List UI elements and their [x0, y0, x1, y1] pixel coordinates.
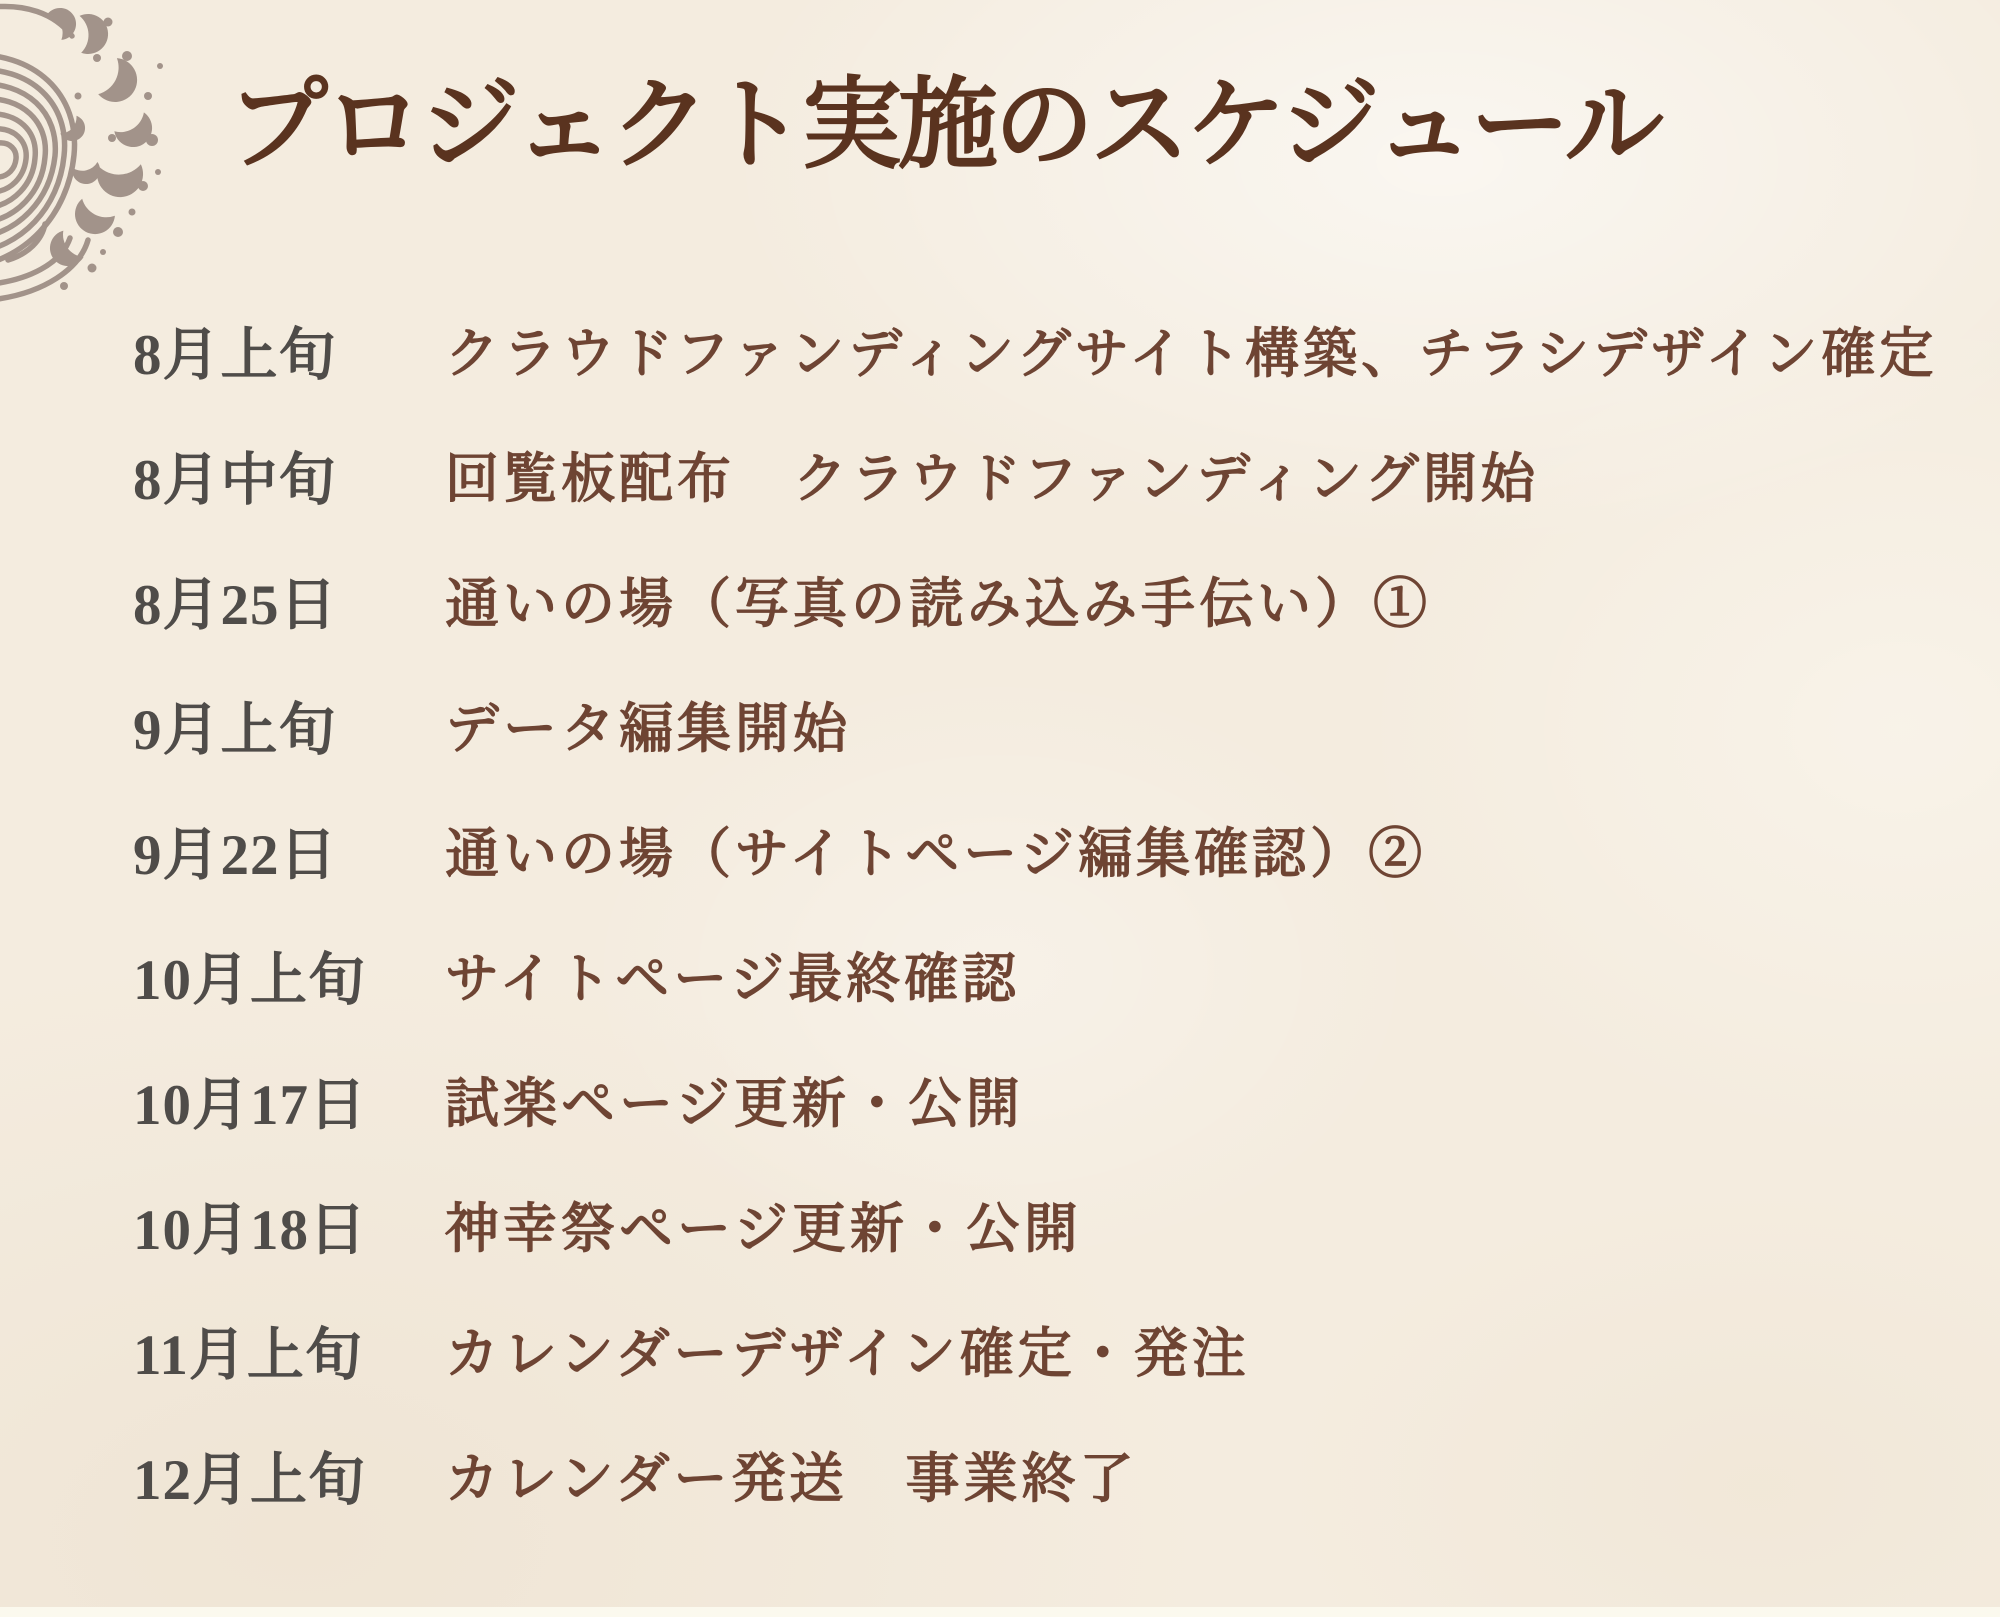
schedule-description: 回覧板配布 クラウドファンディング開始: [445, 449, 1539, 509]
page-title: プロジェクト実施のスケジュール: [228, 70, 1660, 181]
schedule-date: 10月17日: [133, 1073, 367, 1137]
schedule-description: 神幸祭ページ更新・公開: [445, 1199, 1082, 1259]
schedule-date: 11月上旬: [133, 1323, 363, 1387]
schedule-date: 12月上旬: [133, 1448, 366, 1512]
schedule-description: 通いの場（写真の読み込み手伝い）①: [445, 574, 1431, 634]
schedule-description: 試楽ページ更新・公開: [445, 1074, 1024, 1134]
schedule-date: 8月中旬: [133, 448, 337, 512]
schedule-description: クラウドファンディングサイト構築、チラシデザイン確定: [445, 324, 1938, 384]
schedule-row: [133, 537, 1940, 662]
schedule-row: [133, 912, 1940, 1037]
schedule-date: 10月18日: [133, 1198, 367, 1262]
schedule-row: [133, 287, 1940, 412]
schedule-row: [133, 1287, 1940, 1412]
schedule-description: カレンダー発送 事業終了: [445, 1449, 1138, 1509]
schedule-date: 8月上旬: [133, 323, 337, 387]
schedule-date: 8月25日: [133, 573, 338, 637]
slide-bottom-edge: [0, 1607, 2000, 1617]
schedule-row: [133, 1412, 1940, 1537]
schedule-date: 10月上旬: [133, 948, 366, 1012]
schedule-row: [133, 1037, 1940, 1162]
schedule-row: [133, 787, 1940, 912]
schedule-description: 通いの場（サイトページ編集確認）②: [445, 824, 1427, 884]
schedule-date: 9月上旬: [133, 698, 337, 762]
schedule-row: [133, 1162, 1940, 1287]
wave-ornament-icon: [0, 0, 175, 305]
schedule-description: カレンダーデザイン確定・発注: [445, 1324, 1250, 1384]
schedule-date: 9月22日: [133, 823, 338, 887]
schedule-description: サイトページ最終確認: [445, 949, 1021, 1009]
schedule-row: [133, 412, 1940, 537]
schedule-list: [133, 287, 1940, 1537]
schedule-description: データ編集開始: [445, 699, 851, 759]
schedule-row: [133, 662, 1940, 787]
